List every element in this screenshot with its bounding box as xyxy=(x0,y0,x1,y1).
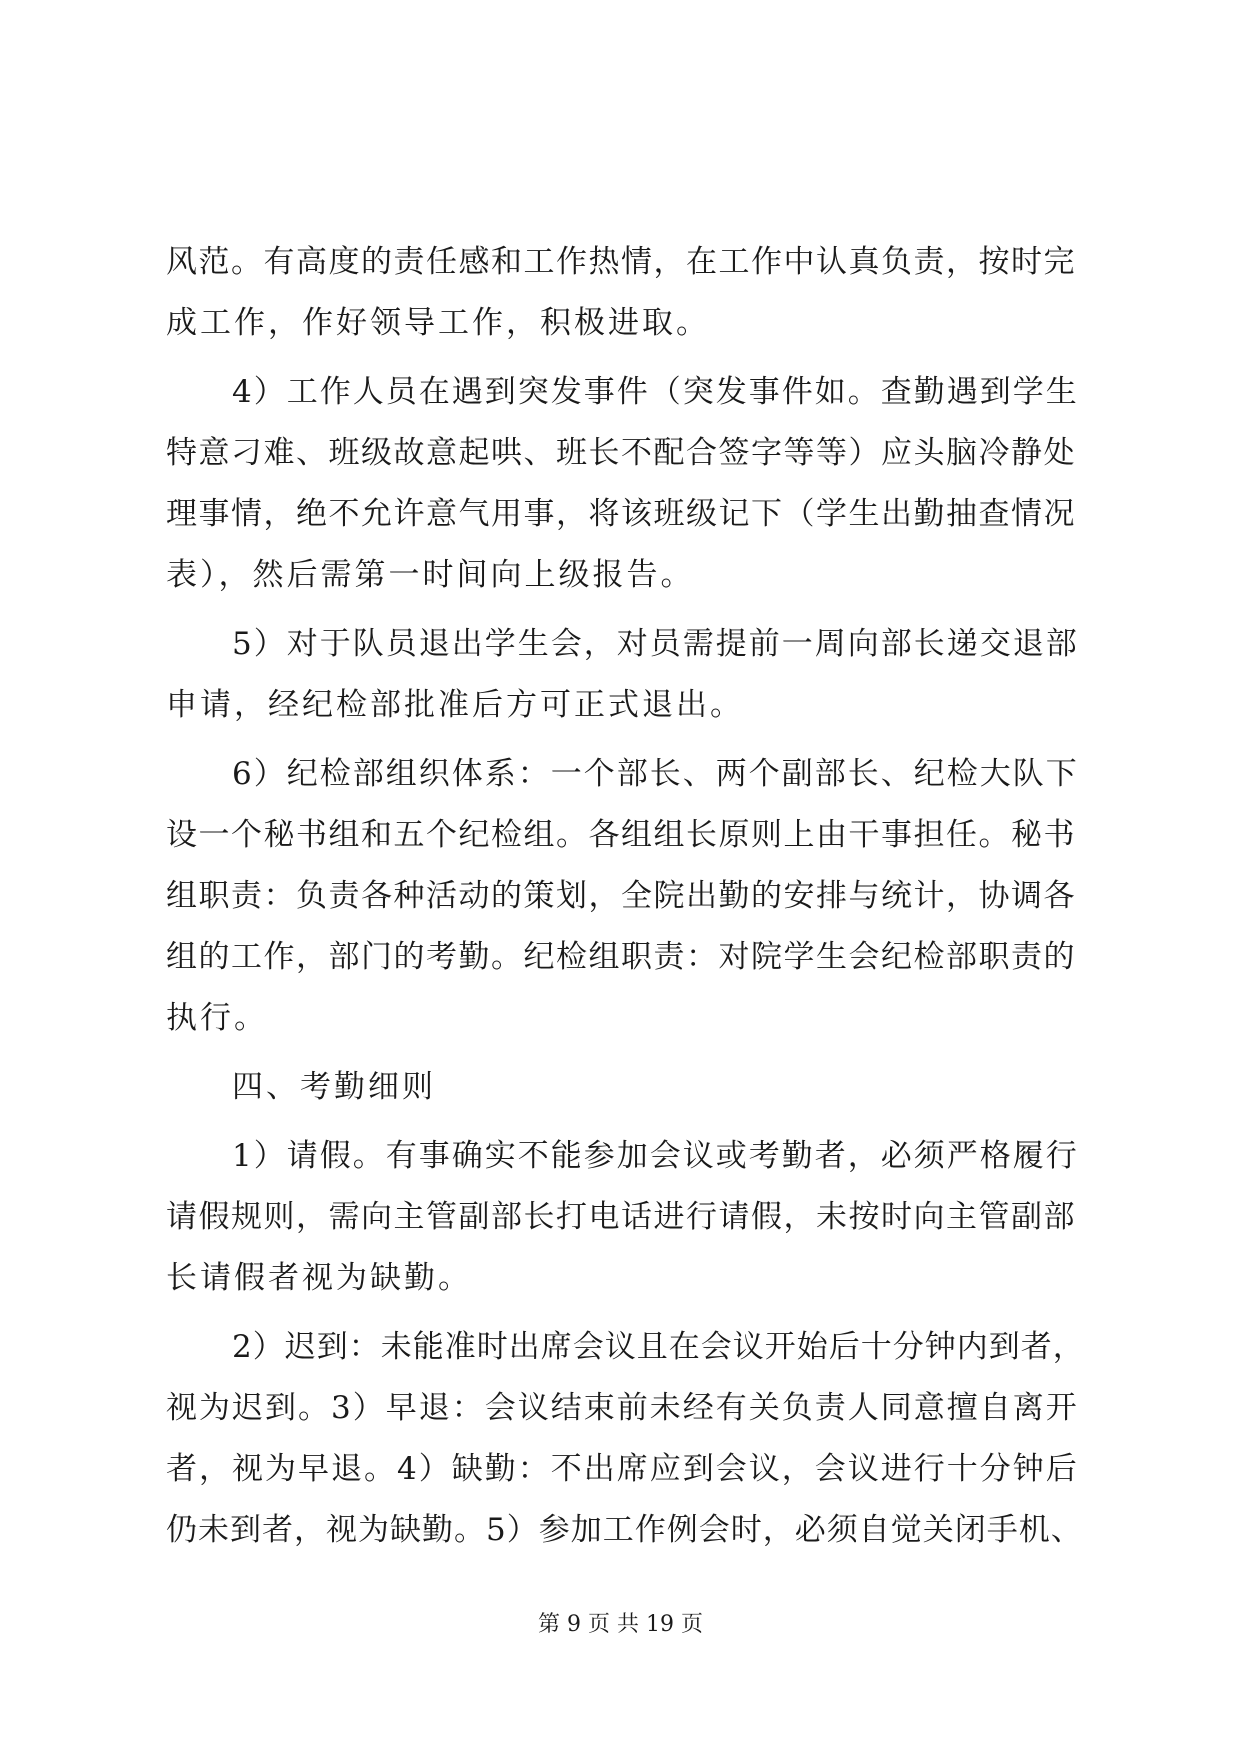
text-line: 设一个秘书组和五个纪检组。各组组长原则上由干事担任。秘书 xyxy=(166,817,1076,853)
text-line: 表），然后需第一时间向上级报告。 xyxy=(166,557,695,593)
text-line: 成工作，作好领导工作，积极进取。 xyxy=(166,305,710,341)
text-line: 理事情，绝不允许意气用事，将该班级记下（学生出勤抽查情况 xyxy=(166,496,1076,532)
text-line: 5）对于队员退出学生会，对员需提前一周向部长递交退部 xyxy=(232,626,1079,662)
text-line: 特意刁难、班级故意起哄、班长不配合签字等等）应头脑冷静处 xyxy=(166,435,1076,471)
text-line: 组职责：负责各种活动的策划，全院出勤的安排与统计，协调各 xyxy=(166,878,1076,914)
text-line: 组的工作，部门的考勤。纪检组职责：对院学生会纪检部职责的 xyxy=(166,939,1076,975)
text-line: 执行。 xyxy=(166,1000,268,1036)
text-line: 申请，经纪检部批准后方可正式退出。 xyxy=(166,687,744,723)
text-line: 4）工作人员在遇到突发事件（突发事件如。查勤遇到学生 xyxy=(232,374,1079,410)
text-line: 仍未到者，视为缺勤。5）参加工作例会时，必须自觉关闭手机、 xyxy=(166,1512,1083,1548)
text-line: 2）迟到：未能准时出席会议且在会议开始后十分钟内到者， xyxy=(232,1329,1085,1365)
text-line: 视为迟到。3）早退：会议结束前未经有关负责人同意擅自离开 xyxy=(166,1390,1079,1426)
page-footer: 第 9 页 共 19 页 xyxy=(538,1612,703,1637)
text-line: 风范。有高度的责任感和工作热情，在工作中认真负责，按时完 xyxy=(166,244,1076,280)
text-line: 四、考勤细则 xyxy=(232,1069,436,1105)
body-text xyxy=(166,232,1086,1561)
text-line: 请假规则，需向主管副部长打电话进行请假，未按时向主管副部 xyxy=(166,1199,1076,1235)
text-line: 者，视为早退。4）缺勤：不出席应到会议，会议进行十分钟后 xyxy=(166,1451,1079,1487)
text-line: 长请假者视为缺勤。 xyxy=(166,1260,472,1296)
text-line: 1）请假。有事确实不能参加会议或考勤者，必须严格履行 xyxy=(232,1138,1079,1174)
text-line: 6）纪检部组织体系：一个部长、两个副部长、纪检大队下 xyxy=(232,756,1079,792)
